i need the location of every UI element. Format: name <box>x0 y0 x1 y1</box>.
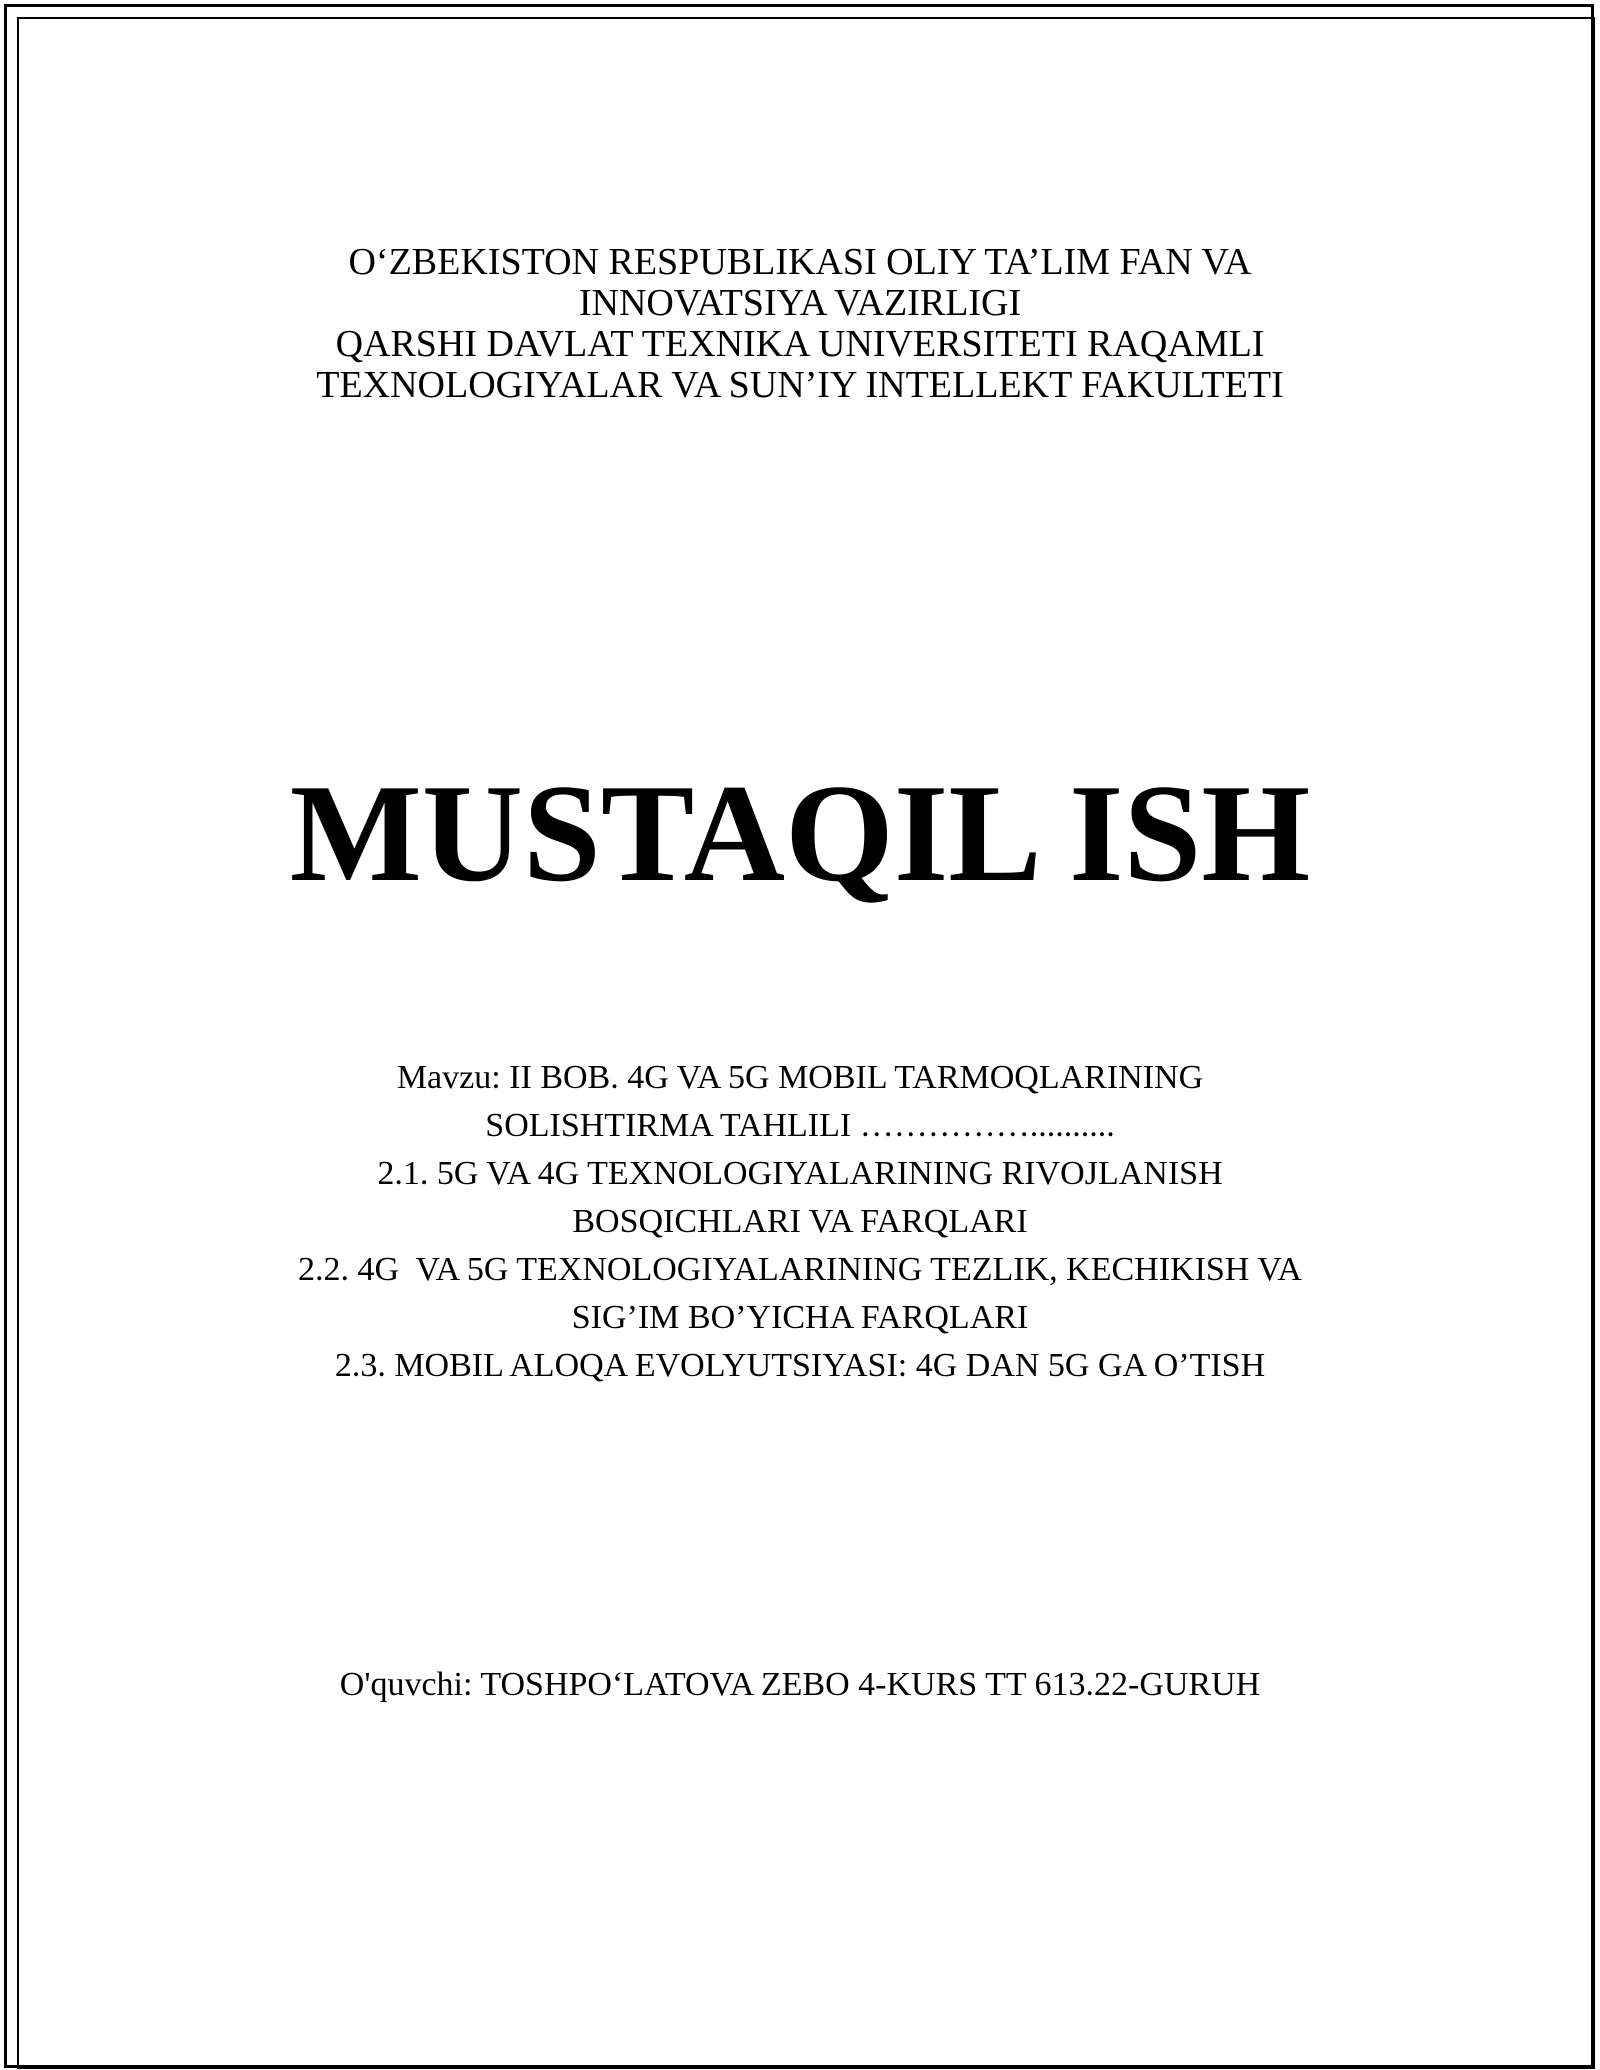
topic-line: BOSQICHLARI VA FARQLARI <box>572 1203 1028 1240</box>
topic-line: 2.3. MOBIL ALOQA EVOLYUTSIYASI: 4G DAN 5G GA O’TISH <box>334 1347 1266 1384</box>
header-line: TEXNOLOGIYALAR VA SUN’IY INTELLEKT FAKULTETI <box>316 364 1284 406</box>
document-title: MUSTAQIL ISH <box>289 756 1311 911</box>
institution-header <box>0 242 1600 406</box>
topic-line: SIG’IM BO’YICHA FARQLARI <box>571 1299 1029 1336</box>
topic-line: 2.1. 5G VA 4G TEXNOLOGIYALARINING RIVOJLANISH <box>377 1155 1223 1192</box>
header-line: O‘ZBEKISTON RESPUBLIKASI OLIY TA’LIM FAN VA <box>348 241 1252 283</box>
header-line: INNOVATSIYA VAZIRLIGI <box>578 282 1022 324</box>
topic-line: Mavzu: II BOB. 4G VA 5G MOBIL TARMOQLARINING <box>396 1059 1204 1096</box>
header-line: QARSHI DAVLAT TEXNIKA UNIVERSITETI RAQAMLI <box>335 323 1265 365</box>
topic-block <box>0 1054 1600 1390</box>
topic-line: 2.2. 4G VA 5G TEXNOLOGIYALARINING TEZLIK, KECHIKISH VA <box>298 1251 1302 1288</box>
topic-line: SOLISHTIRMA TAHLILI …………….......... <box>485 1107 1115 1144</box>
student-info: O'quvchi: TOSHPO‘LATOVA ZEBO 4-KURS TT 613.22-GURUH <box>339 1666 1261 1703</box>
